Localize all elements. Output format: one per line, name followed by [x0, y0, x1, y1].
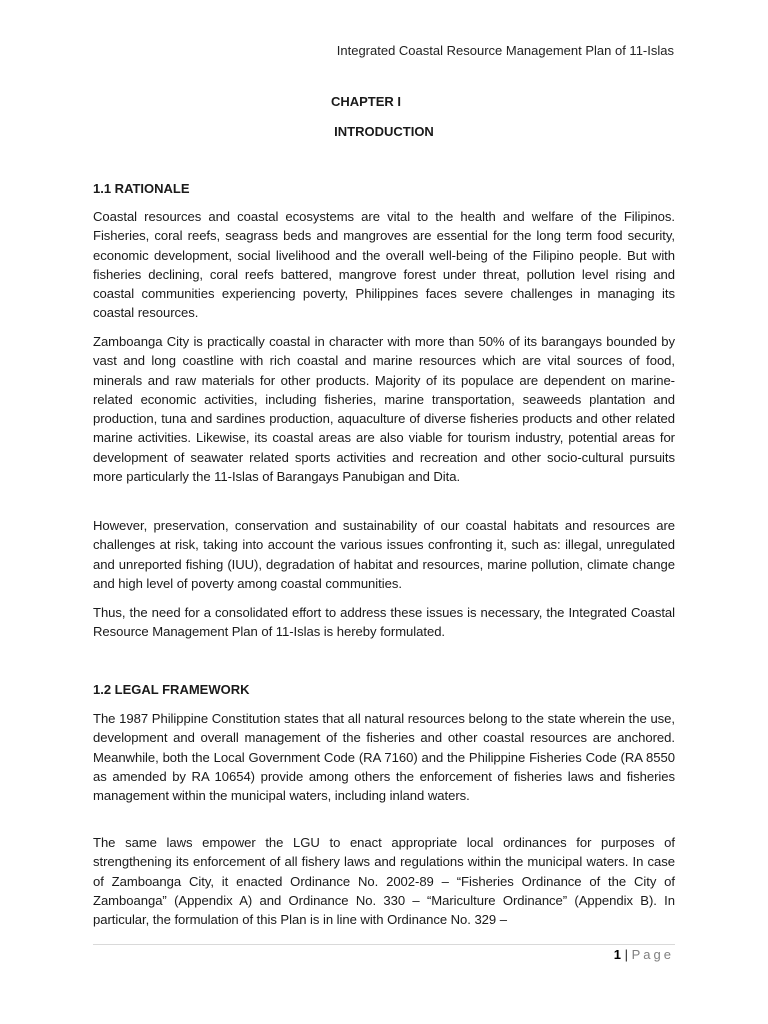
page-footer [614, 947, 674, 963]
paragraph-text: Zamboanga City is practically coastal in character with more than 50% of its barangays bounded by vast and long coastline with rich coastal and marine resources which are vital sources of food, minerals and raw materials for other products. Majority of its populace are dependent on marine-related economic activities, including fisheries, marine transportation, seaweeds plantation and production, tuna and sardines production, aquaculture of diverse fisheries products and other related marine activities. Likewise, its coastal areas are also viable for tourism industry, potential areas for development of seawater related sports activities and recreation and other socio-cultural pursuits more particularly the 11-Islas of Barangays Panubigan and Dita. [93, 334, 675, 485]
chapter-number: CHAPTER I [330, 94, 402, 109]
page-separator: | [624, 947, 628, 962]
section-heading-legal-framework: 1.2 LEGAL FRAMEWORK [93, 682, 250, 697]
paragraph [93, 332, 675, 486]
paragraph [93, 833, 675, 929]
section-heading-rationale: 1.1 RATIONALE [93, 181, 190, 196]
chapter-title: INTRODUCTION [334, 124, 434, 139]
paragraph-text: The 1987 Philippine Constitution states that all natural resources belong to the state wherein the use, development and overall management of the fisheries and other coastal resources are anchored. Meanwhile, both the Local Government Code (RA 7160) and the Philippine Fisheries Code (RA 8550 as amended by RA 10654) provide among others the enforcement of fisheries laws and fisheries management within the municipal waters, including inland waters. [93, 711, 675, 804]
page-label: Page [631, 947, 674, 962]
section-legal-framework [93, 682, 675, 698]
paragraph [93, 709, 675, 805]
paragraph [93, 603, 675, 642]
paragraph-text: Coastal resources and coastal ecosystems are vital to the health and welfare of the Filipinos. Fisheries, coral reefs, seagrass beds and mangroves are essential for the long term food security, economic development, social livelihood and the overall well-being of the Filipino people. But with fisheries declining, coral reefs battered, mangrove forest under threat, pollution level rising and coastal communities experiencing poverty, Philippines faces severe challenges in managing its coastal resources. [93, 209, 675, 321]
footer-divider [93, 944, 675, 945]
paragraph-text: Thus, the need for a consolidated effort to address these issues is necessary, the Integrated Coastal Resource Management Plan of 11-Islas is hereby formulated. [93, 605, 675, 640]
section-rationale [93, 181, 675, 197]
running-header: Integrated Coastal Resource Management Plan of 11-Islas [336, 43, 674, 58]
paragraph-text: However, preservation, conservation and sustainability of our coastal habitats and resources are challenges at risk, taking into account the various issues confronting it, such as: illegal, unregulated and unreported fishing (IUU), degradation of habitat and resources, marine pollution, climate change and high level of poverty among coastal communities. [93, 518, 675, 591]
paragraph-text: The same laws empower the LGU to enact appropriate local ordinances for purposes of strengthening its enforcement of all fishery laws and regulations within the municipal waters. In case of Zamboanga City, it enacted Ordinance No. 2002-89 – “Fisheries Ordinance of the City of Zamboanga” (Appendix A) and Ordinance No. 330 – “Mariculture Ordinance” (Appendix B). In particular, the formulation of this Plan is in line with Ordinance No. 329 – [93, 835, 675, 928]
page-number: 1 [613, 947, 621, 962]
paragraph [93, 516, 675, 593]
paragraph [93, 207, 675, 323]
